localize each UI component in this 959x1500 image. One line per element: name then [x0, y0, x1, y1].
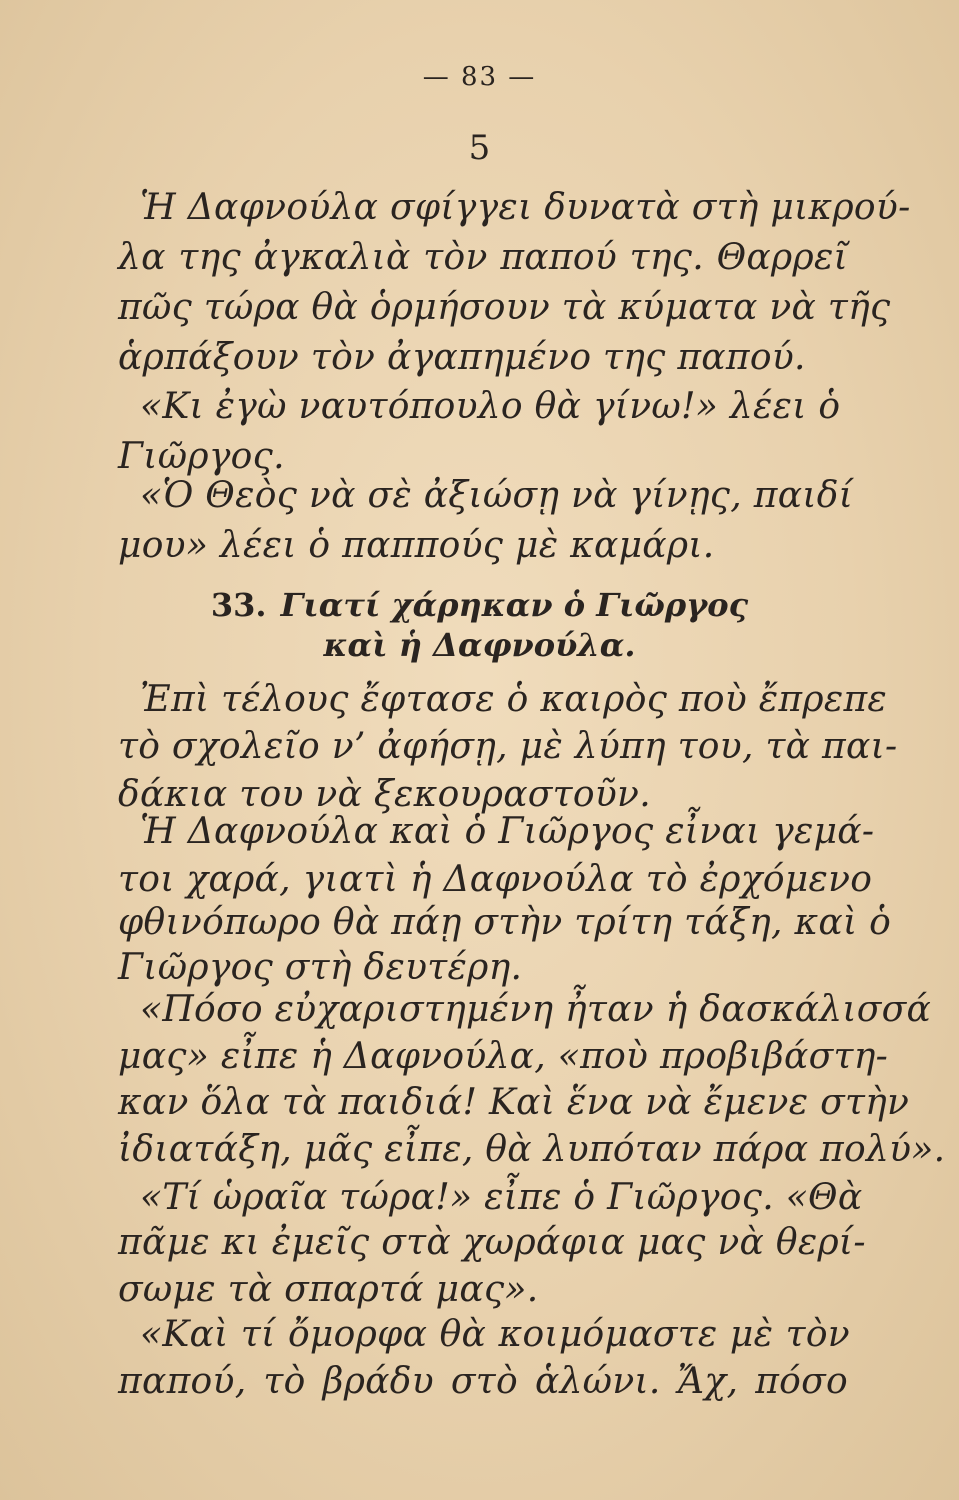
- text-line: Γιῶργος στὴ δευτέρη.: [118, 947, 523, 988]
- text-line: «Τί ὡραῖα τώρα!» εἶπε ὁ Γιῶργος. «Θὰ: [140, 1177, 863, 1218]
- text-line: παπού, τὸ βράδυ στὸ ἁλώνι. Ἄχ, πόσο: [118, 1361, 848, 1402]
- text-line: μου» λέει ὁ παππούς μὲ καμάρι.: [118, 525, 715, 566]
- text-line: Γιῶργος.: [118, 436, 285, 477]
- text-line: Ἐπὶ τέλους ἔφτασε ὁ καιρὸς ποὺ ἔπρεπε: [140, 679, 888, 720]
- chapter-title-line-1: Γιατί χάρηκαν ὁ Γιῶργος: [280, 586, 749, 624]
- text-line: καν ὅλα τὰ παιδιά! Καὶ ἕνα νὰ ἔμενε στὴν: [118, 1082, 910, 1123]
- text-line: τὸ σχολεῖο ν’ ἀφήσῃ, μὲ λύπη του, τὰ παι-: [118, 726, 898, 767]
- text-line: πῶς τώρα θὰ ὁρμήσουν τὰ κύματα νὰ τῆς: [118, 287, 891, 328]
- text-line: Ἡ Δαφνούλα σφίγγει δυνατὰ στὴ μικρού-: [140, 187, 911, 228]
- text-line: «Ὁ Θεὸς νὰ σὲ ἀξιώσῃ νὰ γίνῃς, παιδί: [140, 475, 854, 516]
- section-number: 5: [468, 128, 491, 168]
- text-line: μας» εἶπε ἡ Δαφνούλα, «ποὺ προβιβάστη-: [118, 1036, 889, 1077]
- text-line: ἁρπάξουν τὸν ἀγαπημένο της παπού.: [118, 337, 806, 378]
- chapter-number: 33.: [210, 586, 267, 624]
- text-line: «Κι ἐγὼ ναυτόπουλο θὰ γίνω!» λέει ὁ: [140, 386, 841, 427]
- chapter-title-line-2: καὶ ἡ Δαφνούλα.: [323, 626, 636, 664]
- text-line: τοι χαρά, γιατὶ ἡ Δαφνούλα τὸ ἐρχόμενο: [118, 859, 873, 900]
- page-number: — 83 —: [422, 62, 537, 92]
- text-line: «Καὶ τί ὄμορφα θὰ κοιμόμαστε μὲ τὸν: [140, 1314, 850, 1355]
- text-line: ἰδιατάξη, μᾶς εἶπε, θὰ λυπόταν πάρα πολύ».: [118, 1129, 946, 1170]
- chapter-heading: [0, 585, 959, 625]
- text-line: φθινόπωρο θὰ πάῃ στὴν τρίτη τάξη, καὶ ὁ: [118, 902, 892, 943]
- text-line: λα της ἀγκαλιὰ τὸν παπού της. Θαρρεῖ: [118, 237, 848, 278]
- text-line: δάκια του νὰ ξεκουραστοῦν.: [118, 774, 651, 815]
- text-line: πᾶμε κι ἐμεῖς στὰ χωράφια μας νὰ θερί-: [118, 1222, 866, 1263]
- text-line: Ἡ Δαφνούλα καὶ ὁ Γιῶργος εἶναι γεμά-: [140, 811, 875, 852]
- text-line: «Πόσο εὐχαριστημένη ἦταν ἡ δασκάλισσά: [140, 989, 932, 1030]
- text-line: σωμε τὰ σπαρτά μας».: [118, 1269, 539, 1310]
